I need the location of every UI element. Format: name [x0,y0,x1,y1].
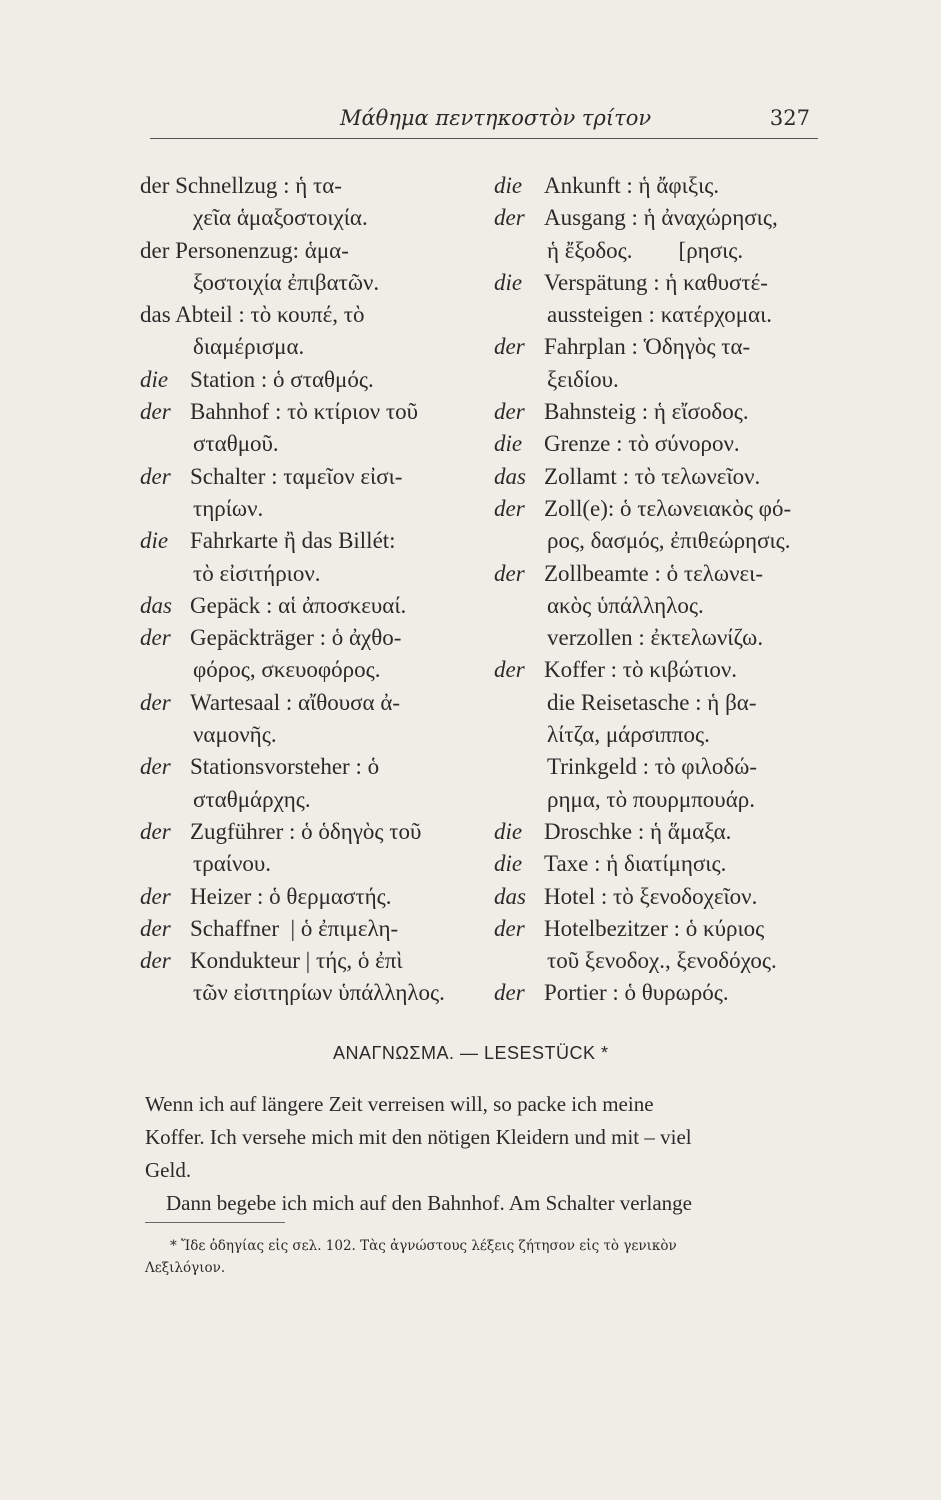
vocab-text: ξειδίου. [547,366,619,392]
article: der [494,205,525,231]
article: der [494,495,525,521]
vocab-text: Ankunft : ἡ ἄφιξις. [544,173,720,198]
reading-heading: ΑΝΑΓΝΩΣΜΑ. — LESESTÜCK * [333,1043,609,1063]
vocab-text: ἡ ἔξοδος. [ρησις. [547,237,744,263]
vocab-line [140,202,485,234]
vocab-line [494,331,824,363]
reading-line: Koffer. Ich versehe mich mit den nötigen Kleidern und mit – viel [145,1125,692,1149]
article: der [494,915,525,941]
vocab-text: Zoll(e): ὁ τελωνειακὸς φό- [544,495,792,521]
vocab-text: Portier : ὁ θυρωρός. [544,980,729,1006]
article: die [494,269,523,295]
vocab-text: der Schnellzug : ἡ τα- [140,173,342,198]
vocab-line [494,945,824,977]
footnote-line: Λεξιλόγιον. [145,1260,226,1276]
article: der [140,915,171,941]
vocab-line [140,977,485,1009]
reading-line: Geld. [145,1158,192,1182]
vocab-line [140,590,485,622]
vocab-line [494,751,824,783]
article: der [140,818,171,844]
vocab-line [140,493,485,525]
vocab-text: σταθμάρχης. [193,786,311,812]
vocab-line [494,493,824,525]
vocab-text: Hotelbezitzer : ὁ κύριος [544,915,765,941]
reading-line: Wenn ich auf längere Zeit verreisen will, so packe ich meine [145,1092,654,1116]
running-header [150,104,818,139]
article: die [494,173,523,198]
vocab-line [140,396,485,428]
vocab-line [494,170,824,202]
vocab-line [494,461,824,493]
vocab-line [494,428,824,460]
vocab-text: das Abteil : τὸ κουπέ, τὸ [140,302,365,328]
vocab-text: σταθμοῦ. [193,431,279,457]
vocab-text: Zollbeamte : ὁ τελωνει- [544,560,763,586]
reading-line: Dann begebe ich mich auf den Bahnhof. Am Schalter verlange [145,1191,692,1215]
article: der [140,625,171,651]
article: der [494,657,525,683]
article: die [494,818,523,844]
article: die [140,528,169,554]
vocab-line [140,913,485,945]
vocab-line [140,558,485,590]
vocab-text: λίτζα, μάρσιππος. [547,722,710,748]
vocab-text: Heizer : ὁ θερμαστής. [190,883,392,909]
vocab-line [140,881,485,913]
vocab-text: τηρίων. [193,495,264,521]
article: das [494,463,526,489]
vocab-line [494,396,824,428]
vocab-line [494,267,824,299]
article: die [494,431,523,457]
vocab-text: τοῦ ξενοδοχ., ξενοδόχος. [547,948,777,974]
vocab-text: Ausgang : ἡ ἀναχώρησις, [544,205,778,231]
footnote [145,1235,830,1279]
article: das [494,883,526,909]
vocab-line [494,977,824,1009]
vocab-line [140,235,485,267]
article: der [140,883,171,909]
vocab-text: Bahnhof : τὸ κτίριον τοῦ [190,399,419,425]
vocab-text: der Personenzug: ἁμα- [140,237,349,263]
vocab-line [140,654,485,686]
vocab-text: Taxe : ἡ διατίμησις. [544,851,727,877]
vocab-text: Hotel : τὸ ξενοδοχεῖον. [544,883,758,909]
vocab-line [494,364,824,396]
vocab-text: ρημα, τὸ πουρμπουάρ. [547,786,755,812]
article: die [494,851,523,877]
vocab-line [494,525,824,557]
vocab-text: ρος, δασμός, ἐπιθεώρησις. [547,528,791,554]
vocab-text: ξοστοιχία ἐπιβατῶν. [193,269,380,295]
vocab-text: Schalter : ταμεῖον εἰσι- [190,463,403,489]
vocab-line [140,299,485,331]
vocab-text: Station : ὁ σταθμός. [190,366,374,392]
vocab-line [140,525,485,557]
vocab-text: aussteigen : κατέρχομαι. [547,302,773,328]
vocab-text: χεῖα ἁμαξοστοιχία. [193,205,368,231]
vocab-text: φόρος, σκευοφόρος. [193,657,381,683]
chapter-title: Μάθημα πεντηκοστὸν τρίτον [340,106,652,130]
article: der [140,754,171,780]
vocab-text: τῶν εἰσιτηρίων ὑπάλληλος. [193,980,445,1006]
vocab-line [494,299,824,331]
vocab-line [140,816,485,848]
footnote-line: * Ἴδε ὁδηγίας εἰς σελ. 102. Τὰς ἀγνώστους λέξεις ζήτησον εἰς τὸ γενικὸν [170,1238,677,1254]
vocab-line [140,331,485,363]
vocab-line [494,590,824,622]
vocab-text: Zugführer : ὁ ὁδηγὸς τοῦ [190,818,422,844]
vocab-line [494,654,824,686]
vocab-text: τραίνου. [193,851,271,877]
vocabulary-left-column [140,170,485,1010]
vocab-line [140,784,485,816]
vocab-line [140,267,485,299]
vocab-text: Trinkgeld : τὸ φιλοδώ- [547,754,758,780]
article: der [140,948,171,974]
vocab-text: διαμέρισμα. [193,334,305,360]
article: der [494,980,525,1006]
vocab-line [494,719,824,751]
vocab-line [140,428,485,460]
vocab-line [494,848,824,880]
article: der [140,399,171,425]
vocab-line [140,364,485,396]
article: der [140,689,171,715]
vocab-line [140,719,485,751]
vocab-text: Gepäck : αἱ ἀποσκευαί. [190,592,407,618]
footnote-rule [145,1222,285,1223]
article: der [494,399,525,425]
vocab-line [494,784,824,816]
vocab-line [494,881,824,913]
vocab-line [140,622,485,654]
vocab-line [494,913,824,945]
vocab-line [140,170,485,202]
vocab-line [494,687,824,719]
article: der [494,560,525,586]
vocab-text: ναμονῆς. [193,722,277,748]
vocabulary-right-column [494,170,824,1010]
article: das [140,592,172,618]
vocab-text: Fahrkarte ἢ das Billét: [190,528,396,554]
page-number: 327 [769,106,810,130]
vocab-line [494,622,824,654]
vocab-line [494,235,824,267]
vocab-text: Wartesaal : αἴθουσα ἀ- [190,689,401,715]
vocab-text: Kondukteur | τής, ὁ ἐπὶ [190,948,403,974]
vocab-text: Verspätung : ἡ καθυστέ- [544,269,768,295]
vocab-line [140,461,485,493]
vocab-text: Grenze : τὸ σύνορον. [544,431,740,457]
vocab-text: Stationsvorsteher : ὁ [190,754,380,780]
vocab-text: ακὸς ὑπάλληλος. [547,592,704,618]
vocab-line [494,816,824,848]
vocab-text: verzollen : ἐκτελωνίζω. [547,625,764,651]
vocab-line [494,202,824,234]
vocab-text: Gepäckträger : ὁ ἀχθο- [190,625,402,651]
reading-passage [145,1088,825,1220]
article: die [140,366,169,392]
vocab-line [494,558,824,590]
vocab-text: Fahrplan : Ὁδηγὸς τα- [544,334,751,360]
vocab-line [140,848,485,880]
vocab-text: Koffer : τὸ κιβώτιον. [544,657,737,683]
vocab-text: Schaffner | ὁ ἐπιμελη- [190,915,399,941]
article: der [494,334,525,360]
article: der [140,463,171,489]
vocab-text: Droschke : ἡ ἅμαξα. [544,818,732,844]
vocab-line [140,945,485,977]
vocab-text: Bahnsteig : ἡ εἴσοδος. [544,399,749,425]
vocab-text: die Reisetasche : ἡ βα- [547,689,757,715]
vocab-line [140,751,485,783]
vocab-text: Zollamt : τὸ τελωνεῖον. [544,463,761,489]
vocab-line [140,687,485,719]
vocab-text: τὸ εἰσιτήριον. [193,560,321,586]
